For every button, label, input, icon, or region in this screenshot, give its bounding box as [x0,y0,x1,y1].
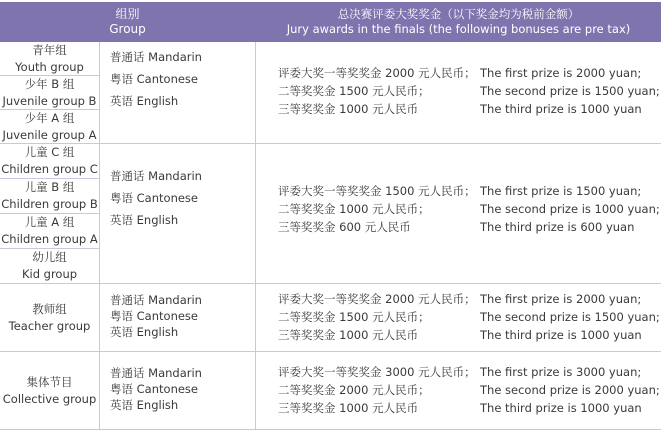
divider [0,283,661,284]
divider [0,143,661,144]
award-line: 评委大奖一等奖奖金 2000 元人民币； [278,292,476,306]
award-line: The first prize is 1500 yuan; [480,184,642,198]
group-name-zh: 集体节目 [26,374,73,389]
language-item: 普通话 Mandarin [110,293,202,307]
award-list-zh [278,290,476,344]
group-cell [0,144,99,178]
group-name-zh: 儿童 A 组 [24,215,75,229]
award-line: The third prize is 1000 yuan [480,401,642,415]
language-item: 粤语 Cantonese [110,191,198,205]
group-cell [0,179,99,213]
group-name-en: Juvenile group A [2,127,97,142]
award-line: The second prize is 2000 yuan; [480,383,660,397]
award-line: 评委大奖一等奖奖金 3000 元人民币； [278,365,476,379]
language-item: 英语 English [110,213,179,227]
table-header [0,2,661,42]
language-item: 普通话 Mandarin [110,50,202,64]
language-item: 英语 English [110,94,179,108]
award-line: The second prize is 1500 yuan; [480,84,660,98]
award-line: The first prize is 2000 yuan; [480,292,642,306]
group-cell [0,76,99,109]
award-line: 三等奖奖金 1000 元人民币 [278,401,419,415]
header-group-en: Group [109,22,146,36]
divider [99,42,100,430]
group-name-en: Teacher group [8,318,91,333]
divider [0,351,661,352]
award-list-en [480,290,660,344]
language-item: 普通话 Mandarin [110,169,202,183]
award-list-en [480,363,660,417]
language-item: 粤语 Cantonese [110,309,198,323]
group-cell [0,43,99,75]
group-name-zh: 儿童 C 组 [24,145,75,159]
award-list-zh [278,64,476,118]
group-name-zh: 青年组 [32,43,67,57]
award-line: The third prize is 1000 yuan [480,328,642,342]
header-awards [256,2,661,42]
group-name-en: Children group B [1,197,98,211]
header-group-zh: 组别 [115,7,140,21]
award-line: 评委大奖一等奖奖金 2000 元人民币； [278,66,476,80]
header-awards-en: Jury awards in the finals (the following bonuses are pre tax) [286,22,631,36]
group-cell [0,110,99,143]
award-line: 二等奖奖金 1500 元人民币； [278,84,430,98]
award-line: The third prize is 1000 yuan [480,102,642,116]
language-item: 粤语 Cantonese [110,72,198,86]
language-item: 普通话 Mandarin [110,366,202,380]
header-group [0,2,255,42]
group-cell [0,352,99,429]
group-name-zh: 幼儿组 [32,250,67,264]
award-line: The second prize is 1500 yuan; [480,310,660,324]
divider [0,429,661,430]
group-name-en: Children group A [1,232,98,246]
award-list-en [480,182,660,236]
award-line: The second prize is 1000 yuan; [480,202,660,216]
award-list-zh [278,363,476,417]
group-cell [0,249,99,283]
award-line: 二等奖奖金 1500 元人民币； [278,310,430,324]
group-name-en: Collective group [2,391,97,406]
award-line: 评委大奖一等奖奖金 1500 元人民币； [278,184,476,198]
language-list [110,365,202,413]
group-name-zh: 少年 B 组 [24,76,75,91]
award-line: 二等奖奖金 1000 元人民币； [278,202,430,216]
award-line: 三等奖奖金 1000 元人民币 [278,328,419,342]
award-line: The first prize is 2000 yuan; [480,66,642,80]
divider [255,42,256,430]
group-name-en: Juvenile group B [2,93,97,108]
language-list [110,46,202,112]
group-cell [0,214,99,248]
award-list-zh [278,182,476,236]
language-list [110,165,202,231]
award-line: 三等奖奖金 1000 元人民币 [278,102,419,116]
language-item: 英语 English [110,398,179,412]
group-name-en: Children group C [1,162,98,176]
group-name-zh: 少年 A 组 [24,110,75,125]
group-cell [0,284,99,351]
award-line: 三等奖奖金 600 元人民币 [278,220,411,234]
language-item: 英语 English [110,325,179,339]
language-list [110,292,202,340]
group-name-zh: 教师组 [32,301,67,316]
award-line: 二等奖奖金 2000 元人民币； [278,383,430,397]
award-line: The first prize is 3000 yuan; [480,365,642,379]
group-name-zh: 儿童 B 组 [24,180,75,194]
award-list-en [480,64,660,118]
header-awards-zh: 总决赛评委大奖奖金（以下奖金均为税前金额） [337,7,580,21]
language-item: 粤语 Cantonese [110,382,198,396]
award-line: The third prize is 600 yuan [480,220,635,234]
group-name-en: Kid group [21,267,78,281]
group-name-en: Youth group [15,60,84,74]
